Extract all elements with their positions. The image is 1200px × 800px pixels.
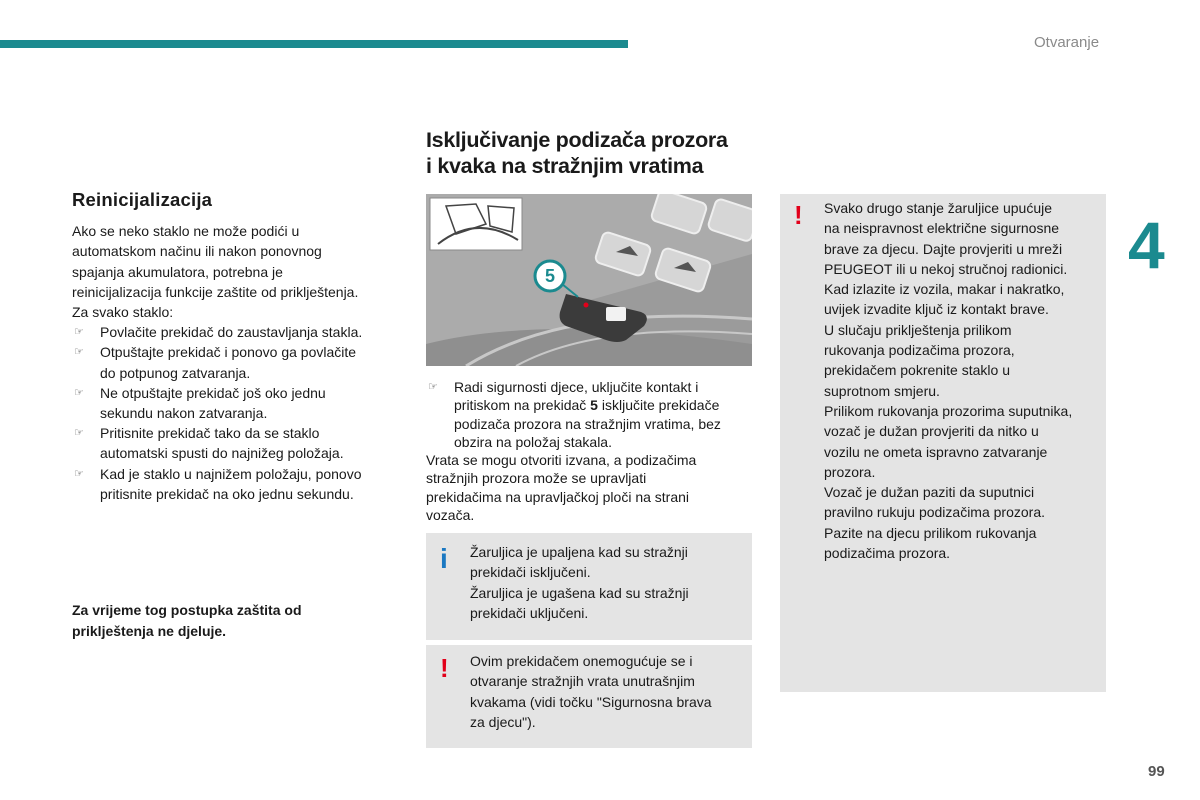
pointing-hand-icon: ☞ <box>74 346 84 359</box>
pointing-hand-icon: ☞ <box>74 386 84 399</box>
warning-box: ! Svako drugo stanje žaruljice upućuje na neispravnost električne sigurnosne brave za djecu. Dajte provjeriti u mreži PEUGEOT ili u nekoj stručnoj radionici. Kad izlazite iz vozila, makar i nakratko, uvijek izvadite ključ iz kontakt brave. U slučaju priklještenja prilikom rukovanja podizačima prozora, prekidačem pokrenite staklo u suprotnom smjeru. Prilikom rukovanja prozorima suputnika, vozač je dužan provjeriti da nitko u vozilu ne ometa ispravno zatvaranje prozora. Vozač je dužan paziti da suputnici pravilno rukuju podizačima prozora. Pazite na djecu prilikom rukovanja podizačima prozora. <box>780 194 1106 692</box>
para-line: vozača. <box>426 507 475 524</box>
reinit-steps <box>72 322 392 504</box>
door-switch-panel-illustration <box>426 194 752 366</box>
list-item: ☞ Ne otpuštajte prekidač još oko jednu sekundu nakon zatvaranja. <box>74 384 326 422</box>
intro-line: Za svako staklo: <box>72 304 174 321</box>
chapter-number: 4 <box>1128 208 1165 282</box>
reinit-heading: Reinicijalizacija <box>72 189 213 210</box>
warning-icon: ! <box>794 200 803 230</box>
para-line: stražnjih prozora može se upravljati <box>426 470 647 487</box>
middle-column <box>426 378 754 524</box>
info-box: i Žaruljica je upaljena kad su stražnji prekidači isključeni. Žaruljica je ugašena kad su stražnji prekidači uključeni. <box>426 533 752 640</box>
page-number: 99 <box>1148 763 1165 780</box>
intro-line: Ako se neko staklo ne može podići u <box>72 223 300 240</box>
list-item: ☞ Kad je staklo u najnižem položaju, ponovo pritisnite prekidač na oko jednu sekundu. <box>74 465 362 502</box>
list-item: ☞ Radi sigurnosti djece, uključite kontakt i pritiskom na prekidač 5 isključite prekidače podizača prozora na stražnjim vratima, bez obzira na položaj stakala. <box>428 379 721 450</box>
section-title: Otvaranje <box>1034 34 1100 51</box>
pointing-hand-icon: ☞ <box>74 326 84 339</box>
left-column <box>72 190 392 504</box>
intro-line: spajanja akumulatora, potrebna je <box>72 263 283 280</box>
pointing-hand-icon: ☞ <box>74 467 84 480</box>
bold-note: Za vrijeme tog postupka zaštita od priklještenja ne djeluje. <box>72 602 302 639</box>
intro-line: reinicijalizacija funkcije zaštite od priklještenja. <box>72 283 359 300</box>
header-accent-bar <box>0 40 628 48</box>
pointing-hand-icon: ☞ <box>74 427 84 440</box>
list-item: ☞ Otpuštajte prekidač i ponovo ga povlačite do potpunog zatvaranja. <box>74 344 357 381</box>
warning-box: ! Ovim prekidačem onemogućuje se i otvaranje stražnjih vrata unutrašnjim kvakama (vidi točku "Sigurnosna brava za djecu"). <box>426 645 752 748</box>
list-item: ☞ Povlačite prekidač do zaustavljanja stakla. <box>72 322 392 342</box>
pointing-hand-icon: ☞ <box>428 381 438 393</box>
section-heading: Isključivanje podizača prozora i kvaka na stražnjim vratima <box>426 128 728 178</box>
warning-icon: ! <box>440 653 449 683</box>
callout-number: 5 <box>544 266 555 286</box>
para-line: prekidačima na upravljačkoj ploči na strani <box>426 488 690 505</box>
para-line: Vrata se mogu otvoriti izvana, a podizačima <box>426 452 697 469</box>
list-item: ☞ Pritisnite prekidač tako da se staklo automatski spusti do najnižeg položaja. <box>74 425 344 462</box>
info-icon: i <box>440 543 448 574</box>
intro-line: automatskom načinu ili nakon ponovnog <box>72 243 322 260</box>
